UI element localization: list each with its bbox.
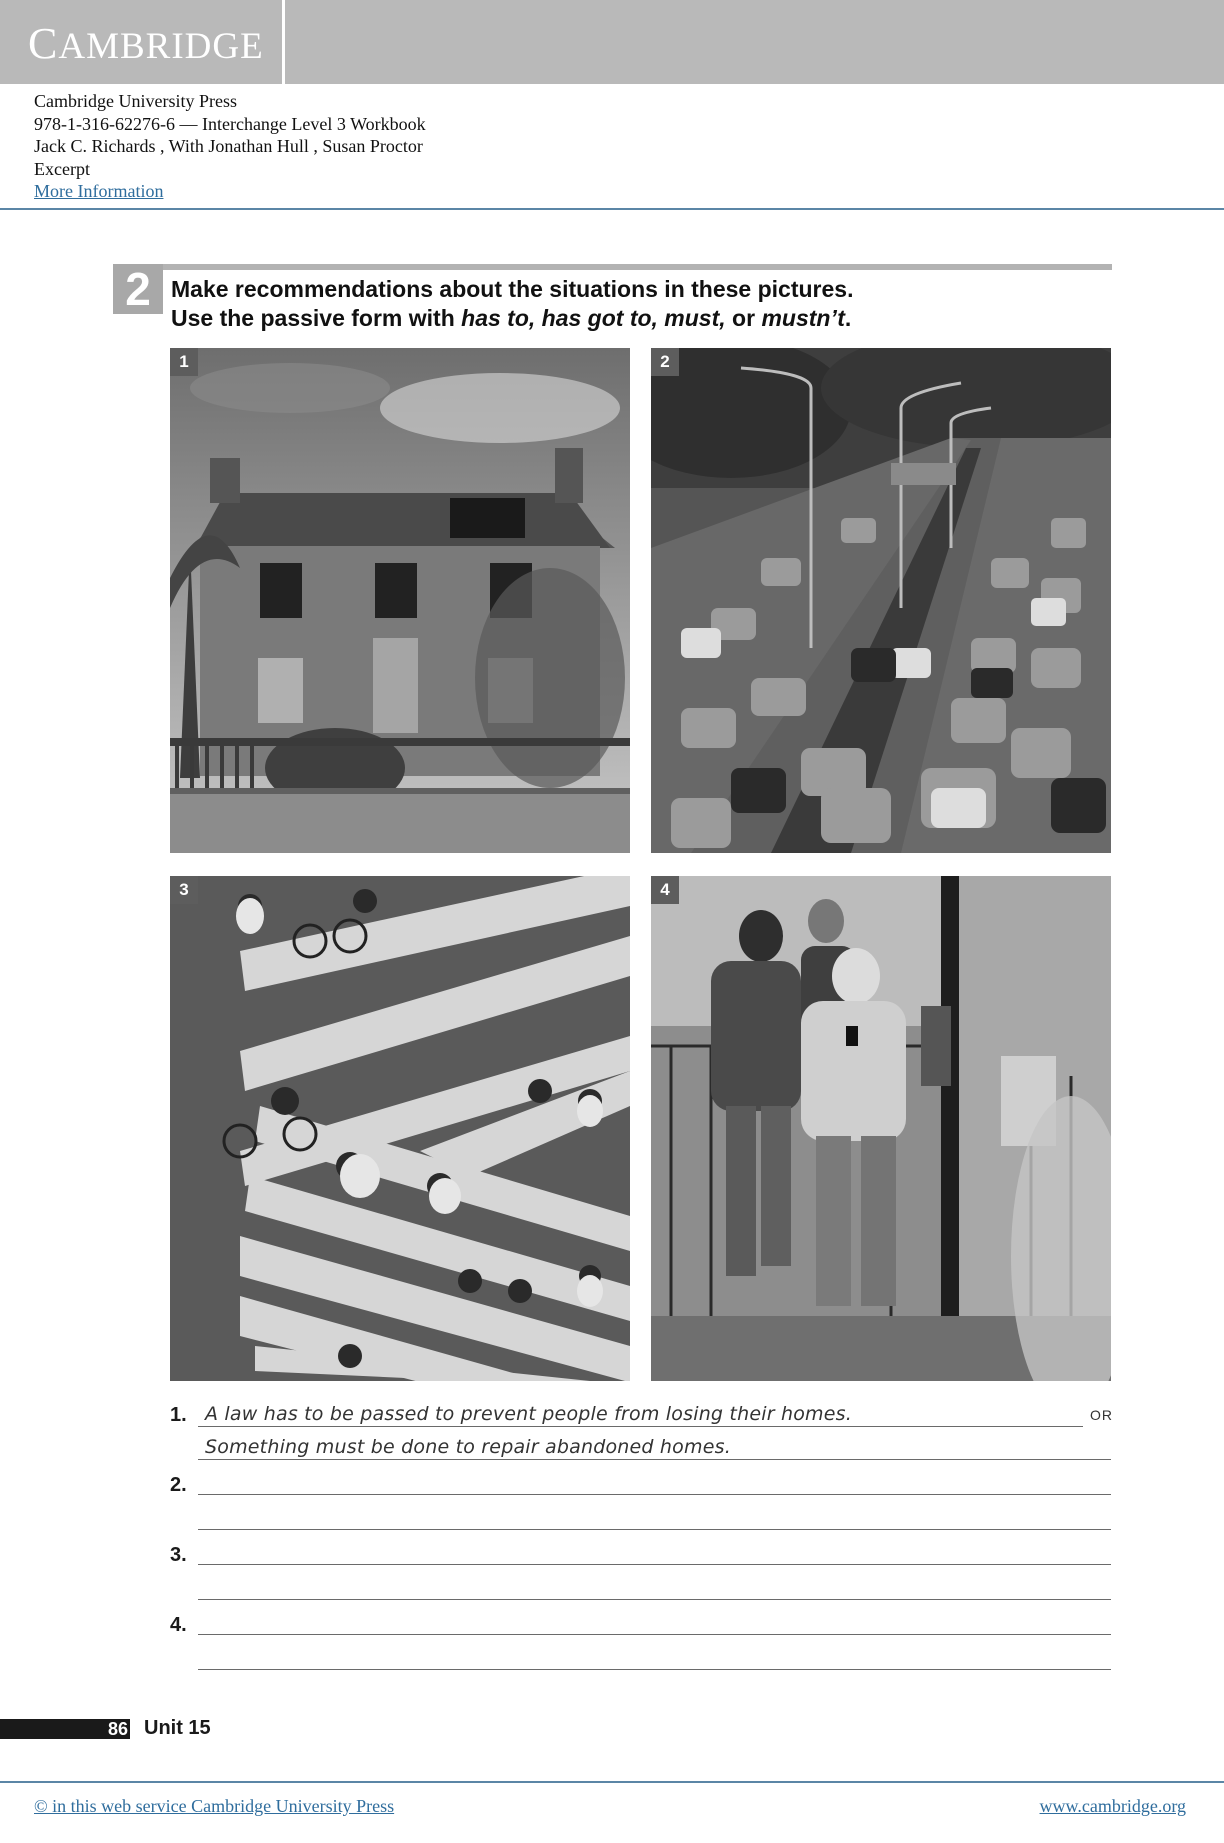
photo-number: 2 bbox=[651, 348, 679, 376]
crosswalk-photo bbox=[170, 876, 630, 1381]
answer-number-2: 2. bbox=[170, 1474, 187, 1496]
answer-line[interactable] bbox=[198, 1494, 1111, 1495]
exercise-bar bbox=[163, 264, 1112, 270]
exercise-instruction bbox=[171, 275, 1111, 333]
photo-number: 3 bbox=[170, 876, 198, 904]
answer-line bbox=[198, 1459, 1111, 1460]
header-divider bbox=[282, 0, 285, 84]
instruction-line-1: Make recommendations about the situations in these pictures. bbox=[171, 276, 854, 302]
cambridge-logo: CAMBRIDGE bbox=[28, 19, 264, 68]
traffic-jam-photo bbox=[651, 348, 1111, 853]
answer-number-3: 3. bbox=[170, 1544, 187, 1566]
answer-line[interactable] bbox=[198, 1529, 1111, 1530]
or-label: OR bbox=[1090, 1407, 1113, 1423]
exercise-number: 2 bbox=[113, 264, 163, 314]
header-rule bbox=[0, 208, 1224, 210]
answer-number-1: 1. bbox=[170, 1404, 187, 1426]
instruction-text: . bbox=[844, 305, 852, 331]
answer-line[interactable] bbox=[198, 1634, 1111, 1635]
footer-rule bbox=[0, 1781, 1224, 1783]
photo-number: 1 bbox=[170, 348, 198, 376]
instruction-text: or bbox=[725, 305, 762, 331]
answer-line[interactable] bbox=[198, 1599, 1111, 1600]
excerpt-label: Excerpt bbox=[34, 158, 90, 179]
more-information-link[interactable]: More Information bbox=[34, 181, 164, 201]
answer-line bbox=[198, 1426, 1083, 1427]
sample-answer-line-1: A law has to be passed to prevent people from losing their homes. bbox=[205, 1403, 852, 1425]
unit-label: Unit 15 bbox=[144, 1717, 211, 1739]
cambridge-site-link[interactable]: www.cambridge.org bbox=[1039, 1796, 1186, 1816]
answer-line[interactable] bbox=[198, 1564, 1111, 1565]
instruction-emphasis: mustn’t bbox=[761, 305, 845, 331]
answer-number-4: 4. bbox=[170, 1614, 187, 1636]
isbn-title: 978-1-316-62276-6 — Interchange Level 3 Workbook bbox=[34, 113, 426, 134]
instruction-text: Use the passive form with bbox=[171, 305, 462, 331]
phone-walkers-photo bbox=[651, 876, 1111, 1381]
answer-line[interactable] bbox=[198, 1669, 1111, 1670]
abandoned-house-photo bbox=[170, 348, 630, 853]
page-number: 86 bbox=[107, 1719, 128, 1739]
book-metadata bbox=[34, 90, 426, 203]
publisher: Cambridge University Press bbox=[34, 91, 237, 111]
authors: Jack C. Richards , With Jonathan Hull , Susan Proctor bbox=[34, 136, 423, 156]
instruction-emphasis: has to, has got to, must, bbox=[461, 305, 726, 331]
header-band bbox=[0, 0, 1224, 84]
photo-number: 4 bbox=[651, 876, 679, 904]
copyright-link[interactable]: © in this web service Cambridge University Press bbox=[34, 1796, 395, 1816]
instruction-line-2 bbox=[171, 304, 1111, 333]
sample-answer-line-2: Something must be done to repair abandoned homes. bbox=[205, 1436, 731, 1458]
